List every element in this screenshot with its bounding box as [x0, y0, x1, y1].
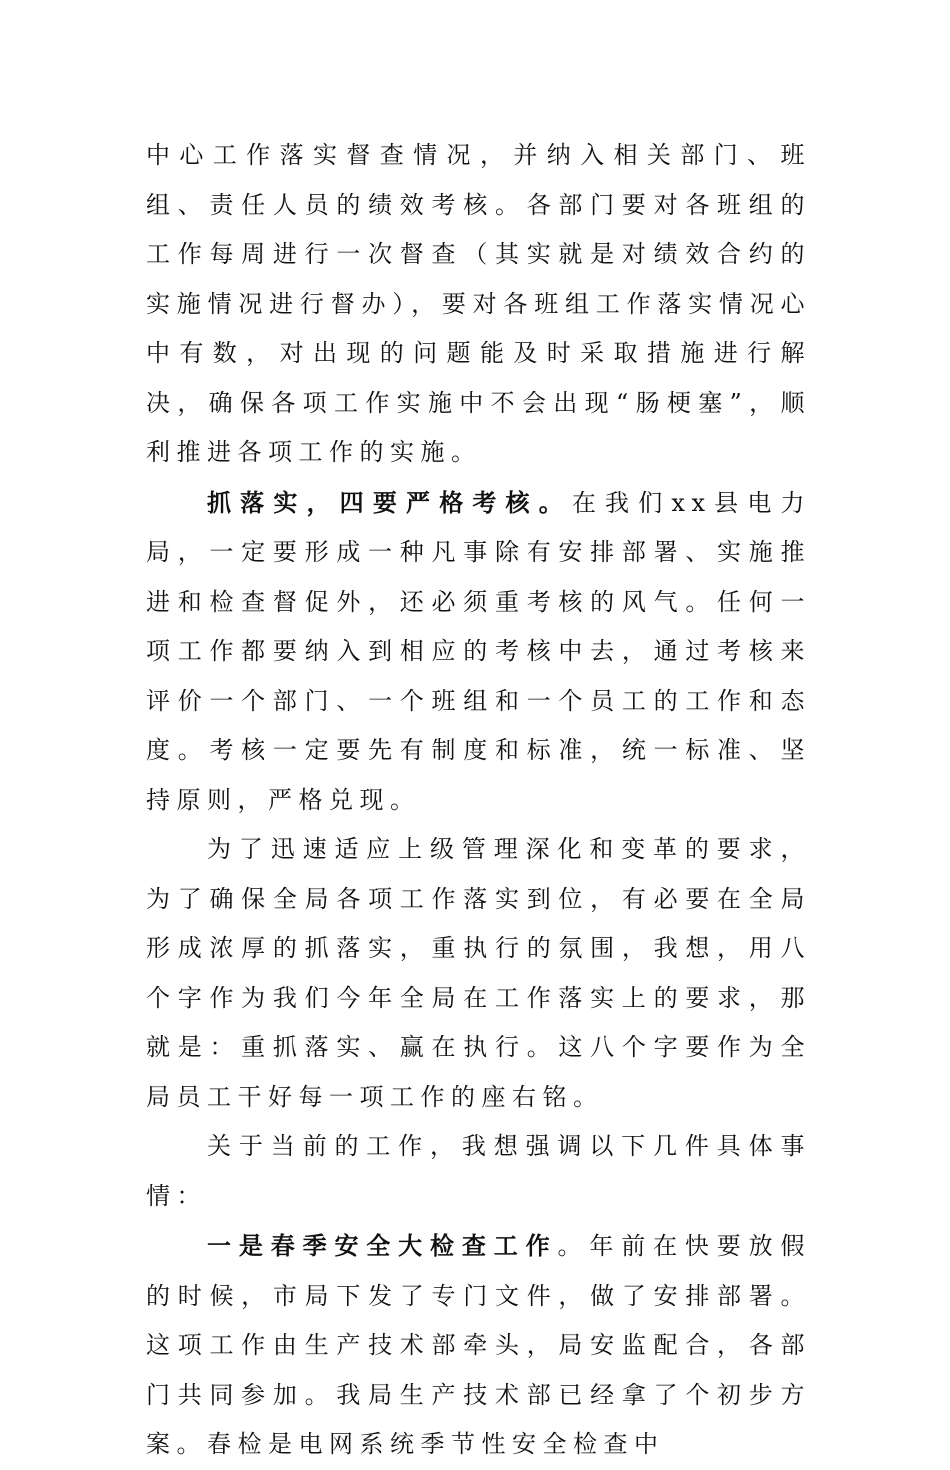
paragraph-3-text: 为了迅速适应上级管理深化和变革的要求，为了确保全局各项工作落实到位，有必要在全局形成浓厚的抓落实，重执行的氛围，我想，用八个字作为我们今年全局在工作落实上的要求，那就是：重抓落实、赢在执行。这八个字要作为全局员工干好每一项工作的座右铭。: [146, 835, 811, 1111]
paragraph-1: [146, 131, 811, 478]
paragraph-1-text: 中心工作落实督查情况，并纳入相关部门、班组、责任人员的绩效考核。各部门要对各班组的工作每周进行一次督查（其实就是对绩效合约的实施情况进行督办），要对各班组工作落实情况心中有数，对出现的问题能及时采取措施进行解决，确保各项工作实施中不会出现“肠梗塞”，顺利推进各项工作的实施。: [146, 141, 811, 466]
paragraph-2: [146, 478, 811, 826]
paragraph-5-text: 。年前在快要放假的时候，市局下发了专门文件，做了安排部署。这项工作由生产技术部牵头，局安监配合，各部门共同参加。我局生产技术部已经拿了个初步方案。春检是电网系统季节性安全检查中: [146, 1232, 812, 1458]
paragraph-5: [146, 1221, 811, 1470]
paragraph-4: [146, 1122, 811, 1221]
paragraph-3: [146, 825, 811, 1122]
paragraph-5-heading: 一是春季安全大检查工作: [207, 1231, 558, 1260]
paragraph-4-text: 关于当前的工作，我想强调以下几件具体事情：: [146, 1132, 811, 1210]
paragraph-2-heading: 抓落实，四要严格考核。: [207, 487, 572, 517]
paragraph-2-text: 在我们xx县电力局，一定要形成一种凡事除有安排部署、实施推进和检查督促外，还必须重考核的风气。任何一项工作都要纳入到相应的考核中去，通过考核来评价一个部门、一个班组和一个员工的工作和态度。考核一定要先有制度和标准，统一标准、坚持原则，严格兑现。: [146, 488, 811, 814]
document-body: [146, 131, 811, 1470]
